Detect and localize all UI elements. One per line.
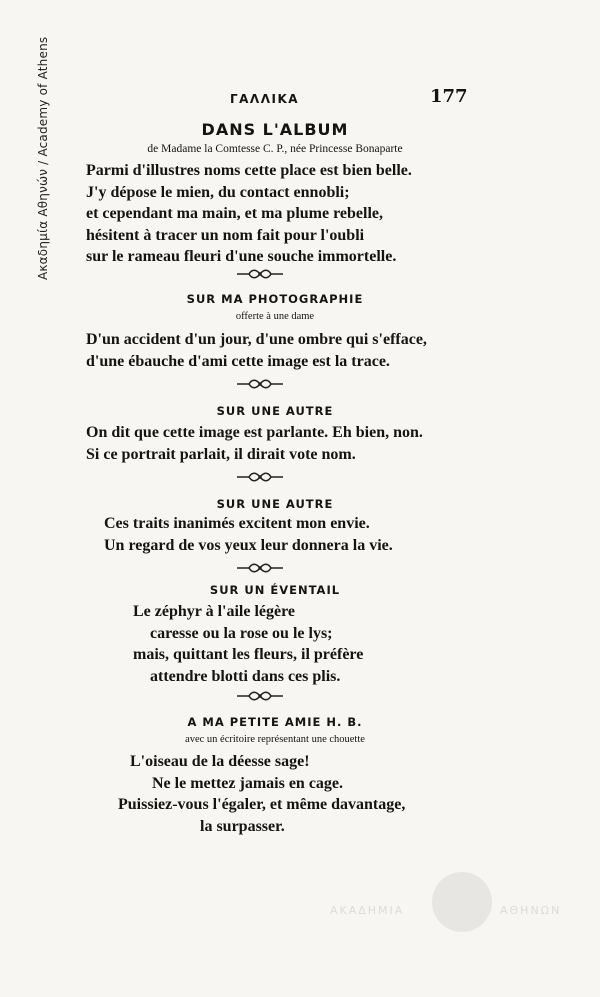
verse-line: L'oiseau de la déesse sage! <box>130 753 310 770</box>
poem-verse <box>86 329 427 372</box>
poem-verse <box>86 422 423 465</box>
poem-verse <box>118 751 405 837</box>
poem-title: SUR UN ÉVENTAIL <box>209 583 341 597</box>
verse-line: Puissiez-vous l'égaler, et même davantage, <box>118 796 406 813</box>
poem-dedication: avec un écritoire représentant une chouette <box>185 734 365 745</box>
ornament-divider <box>235 378 285 390</box>
poem-title: A MA PETITE AMIE H. B. <box>187 715 363 729</box>
verse-line: sur le rameau fleuri d'une souche immortelle. <box>86 248 397 265</box>
poem-title: DANS L'ALBUM <box>201 120 349 139</box>
verse-line: Ne le mettez jamais en cage. <box>152 774 344 792</box>
verse-line: Un regard de vos yeux leur donnera la vie. <box>104 536 393 554</box>
verse-line: On dit que cette image est parlante. Eh bien, non. <box>86 424 423 441</box>
page-number: 177 <box>430 86 468 107</box>
watermark-text: ΑΚΑΔΗΜΙΑ <box>330 904 405 917</box>
verse-line: d'une ébauche d'ami cette image est la trace. <box>86 352 390 370</box>
poem-title: SUR UNE AUTRE <box>216 404 334 418</box>
poem-title: SUR MA PHOTOGRAPHIE <box>186 292 364 306</box>
poem-title: SUR UNE AUTRE <box>216 497 334 511</box>
verse-line: Parmi d'illustres noms cette place est bien belle. <box>86 162 412 179</box>
ornament-divider <box>235 690 285 702</box>
academy-emblem-watermark <box>432 872 492 932</box>
poem-verse <box>133 601 363 687</box>
verse-line: Si ce portrait parlait, il dirait vote nom. <box>86 445 356 463</box>
verse-line: hésitent à tracer un nom fait pour l'oubli <box>86 226 365 244</box>
verse-line: attendre blotti dans ces plis. <box>150 667 341 685</box>
running-head: ΓΑΛΛΙΚΑ <box>230 92 300 106</box>
poem-dedication: offerte à une dame <box>235 311 315 322</box>
verse-line: mais, quittant les fleurs, il préfère <box>133 646 364 663</box>
verse-line: Le zéphyr à l'aile légère <box>133 603 296 620</box>
verse-line: J'y dépose le mien, du contact ennobli; <box>86 183 350 201</box>
ornament-divider <box>235 562 285 574</box>
poem-verse <box>86 160 412 268</box>
ornament-divider <box>235 471 285 483</box>
poem-dedication: de Madame la Comtesse C. P., née Princesse Bonaparte <box>147 143 403 155</box>
poem-verse <box>104 513 393 556</box>
archive-credit-label: Ακαδημία Αθηνών / Academy of Athens <box>36 36 50 280</box>
verse-line: et cependant ma main, et ma plume rebelle, <box>86 205 383 222</box>
verse-line: D'un accident d'un jour, d'une ombre qui s'efface, <box>86 331 427 348</box>
verse-line: la surpasser. <box>200 817 285 835</box>
verse-line: Ces traits inanimés excitent mon envie. <box>104 515 370 532</box>
watermark-text: ΑΘΗΝΩΝ <box>500 904 562 917</box>
verse-line: caresse ou la rose ou le lys; <box>150 624 333 642</box>
ornament-divider <box>235 268 285 280</box>
